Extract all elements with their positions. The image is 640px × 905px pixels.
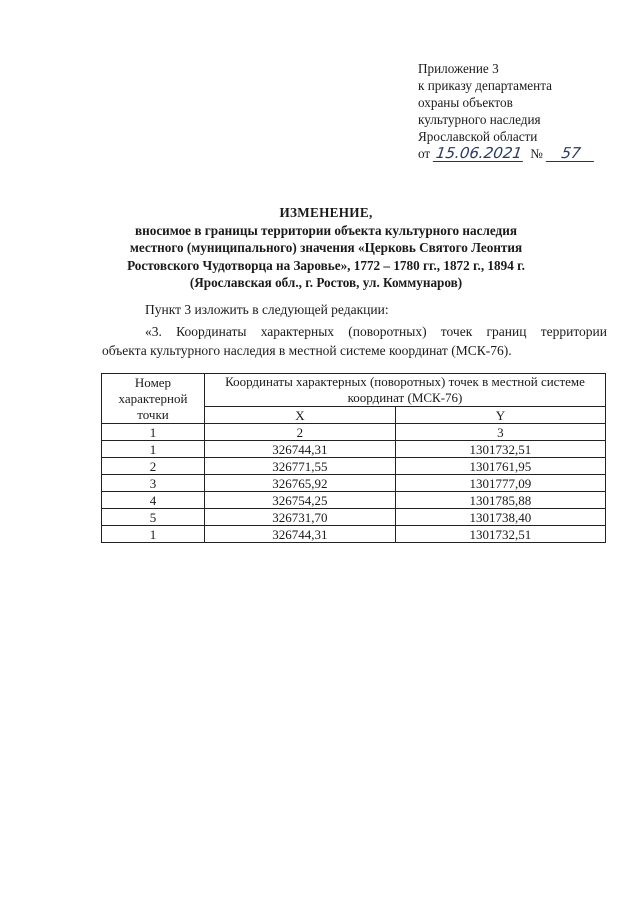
table-row <box>102 492 606 509</box>
header-point-number: Номер характерной точки <box>102 374 205 424</box>
x-coordinate-cell: 326754,25 <box>205 492 396 509</box>
title-heading: ИЗМЕНЕНИЕ, <box>279 205 373 220</box>
paragraph-line: объекта культурного наследия в местной системе координат (МСК-76). <box>102 343 512 358</box>
appendix-block <box>418 60 618 162</box>
header-coordinates: Координаты характерных (поворотных) точек в местной системе координат (МСК-76) <box>205 374 606 407</box>
point-number-cell: 5 <box>102 509 205 526</box>
title-line: местного (муниципального) значения «Церковь Святого Леонтия <box>129 240 523 255</box>
appendix-line: к приказу департамента <box>418 78 552 93</box>
appendix-line: культурного наследия <box>418 112 541 127</box>
point-number-cell: 4 <box>102 492 205 509</box>
handwritten-order-number: 57 <box>546 145 596 162</box>
table-index-row <box>102 424 606 441</box>
index-cell: 2 <box>205 424 396 441</box>
y-coordinate-cell: 1301732,51 <box>395 526 605 543</box>
number-sign: № <box>530 146 543 161</box>
table-header-row <box>102 374 606 407</box>
appendix-line: Приложение 3 <box>418 61 499 76</box>
title-line: вносимое в границы территории объекта культурного наследия <box>135 222 517 238</box>
header-x: X <box>205 407 396 424</box>
document-title <box>96 204 556 292</box>
index-cell: 3 <box>395 424 605 441</box>
x-coordinate-cell: 326765,92 <box>205 475 396 492</box>
y-coordinate-cell: 1301732,51 <box>395 441 605 458</box>
x-coordinate-cell: 326731,70 <box>205 509 396 526</box>
y-coordinate-cell: 1301785,88 <box>395 492 605 509</box>
table-row <box>102 526 606 543</box>
date-prefix: от <box>418 146 431 161</box>
order-date-row <box>418 145 618 162</box>
x-coordinate-cell: 326771,55 <box>205 458 396 475</box>
paragraph-line: «3. Координаты характерных (поворотных) точек границ территории <box>145 324 607 339</box>
x-coordinate-cell: 326744,31 <box>205 441 396 458</box>
paragraph-instruction: Пункт 3 изложить в следующей редакции: <box>145 302 389 317</box>
y-coordinate-cell: 1301777,09 <box>395 475 605 492</box>
point-number-cell: 1 <box>102 441 205 458</box>
point-number-cell: 1 <box>102 526 205 543</box>
appendix-line: охраны объектов <box>418 95 513 110</box>
table-row <box>102 458 606 475</box>
title-line: (Ярославская обл., г. Ростов, ул. Коммунаров) <box>189 275 463 290</box>
handwritten-date: 15.06.2021 <box>433 145 525 162</box>
table-row <box>102 475 606 492</box>
point-number-cell: 3 <box>102 475 205 492</box>
paragraph-item-3 <box>102 322 607 360</box>
table-row <box>102 509 606 526</box>
appendix-line: Ярославской области <box>418 129 538 144</box>
point-number-cell: 2 <box>102 458 205 475</box>
header-y: Y <box>395 407 605 424</box>
x-coordinate-cell: 326744,31 <box>205 526 396 543</box>
y-coordinate-cell: 1301761,95 <box>395 458 605 475</box>
title-line: Ростовского Чудотворца на Заровье», 1772 – 1780 гг., 1872 г., 1894 г. <box>127 257 525 273</box>
coordinates-table <box>101 373 606 543</box>
index-cell: 1 <box>102 424 205 441</box>
table-row <box>102 441 606 458</box>
y-coordinate-cell: 1301738,40 <box>395 509 605 526</box>
